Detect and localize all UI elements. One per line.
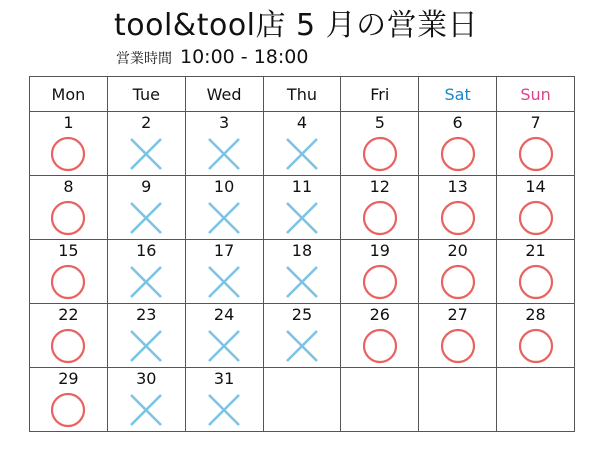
day-cell	[30, 368, 108, 432]
day-number: 4	[296, 113, 308, 132]
day-number: 1	[63, 113, 74, 132]
day-cell	[185, 176, 263, 240]
calendar-week-row	[30, 304, 575, 368]
day-cell	[497, 176, 575, 240]
cross-icon	[128, 392, 164, 428]
day-cell	[263, 112, 341, 176]
weekday-header-mon: Mon	[30, 77, 108, 112]
day-number: 15	[58, 241, 79, 260]
day-number: 26	[369, 305, 390, 324]
day-number: 25	[291, 305, 313, 324]
cross-icon	[128, 200, 164, 236]
day-number: 11	[291, 177, 313, 196]
empty-day-cell	[263, 368, 341, 432]
calendar-week-row	[30, 368, 575, 432]
weekday-header-sat: Sat	[419, 77, 497, 112]
circle-icon	[50, 200, 86, 236]
circle-icon	[362, 136, 398, 172]
day-cell	[107, 368, 185, 432]
circle-icon	[440, 328, 476, 364]
circle-icon	[362, 328, 398, 364]
day-cell	[30, 176, 108, 240]
circle-icon	[440, 264, 476, 300]
cross-icon	[128, 136, 164, 172]
day-number: 16	[136, 241, 157, 260]
day-cell	[107, 240, 185, 304]
cross-icon	[206, 328, 242, 364]
day-cell	[341, 240, 419, 304]
day-number: 30	[136, 369, 157, 388]
cross-icon	[128, 264, 164, 300]
business-hours	[116, 46, 308, 72]
calendar-week-row	[30, 176, 575, 240]
weekday-header-sun: Sun	[497, 77, 575, 112]
cross-icon	[284, 200, 320, 236]
day-number: 13	[447, 177, 468, 196]
day-number: 7	[530, 113, 541, 132]
business-hours-label: 営業時間	[116, 51, 172, 67]
day-number: 6	[452, 113, 463, 132]
day-cell	[107, 112, 185, 176]
calendar-week-row	[30, 240, 575, 304]
weekday-header-fri: Fri	[341, 77, 419, 112]
day-cell	[341, 112, 419, 176]
empty-day-cell	[341, 368, 419, 432]
cross-icon	[206, 264, 242, 300]
circle-icon	[518, 328, 554, 364]
circle-icon	[362, 264, 398, 300]
cross-icon	[206, 200, 242, 236]
day-number: 27	[447, 305, 468, 324]
day-cell	[185, 368, 263, 432]
day-cell	[185, 240, 263, 304]
circle-icon	[362, 200, 398, 236]
day-number: 21	[525, 241, 546, 260]
day-cell	[107, 176, 185, 240]
day-number: 22	[58, 305, 79, 324]
day-cell	[497, 304, 575, 368]
day-cell	[30, 304, 108, 368]
cross-icon	[206, 392, 242, 428]
circle-icon	[518, 264, 554, 300]
circle-icon	[50, 392, 86, 428]
circle-icon	[440, 200, 476, 236]
circle-icon	[50, 328, 86, 364]
day-number: 28	[525, 305, 546, 324]
business-hours-value: 10:00 - 18:00	[180, 46, 309, 68]
day-cell	[30, 112, 108, 176]
calendar-grid	[29, 76, 575, 432]
empty-day-cell	[419, 368, 497, 432]
calendar-body	[30, 112, 575, 432]
day-number: 17	[213, 241, 235, 260]
day-number: 9	[141, 177, 152, 196]
day-number: 19	[369, 241, 390, 260]
circle-icon	[50, 264, 86, 300]
day-cell	[107, 304, 185, 368]
cross-icon	[284, 264, 320, 300]
day-number: 8	[63, 177, 74, 196]
day-number: 10	[213, 177, 235, 196]
weekday-header-tue: Tue	[107, 77, 185, 112]
circle-icon	[518, 136, 554, 172]
day-cell	[263, 176, 341, 240]
empty-day-cell	[497, 368, 575, 432]
day-cell	[497, 112, 575, 176]
day-cell	[263, 304, 341, 368]
day-number: 31	[213, 369, 235, 388]
day-cell	[419, 304, 497, 368]
weekday-header-wed: Wed	[185, 77, 263, 112]
cross-icon	[128, 328, 164, 364]
day-number: 5	[374, 113, 385, 132]
day-cell	[341, 176, 419, 240]
day-cell	[30, 240, 108, 304]
day-number: 24	[213, 305, 235, 324]
day-number: 12	[369, 177, 390, 196]
cross-icon	[284, 328, 320, 364]
circle-icon	[518, 200, 554, 236]
day-number: 23	[136, 305, 157, 324]
day-cell	[419, 176, 497, 240]
day-cell	[185, 304, 263, 368]
day-number: 2	[141, 113, 152, 132]
cross-icon	[206, 136, 242, 172]
day-number: 29	[58, 369, 79, 388]
day-cell	[497, 240, 575, 304]
page-title: tool&tool店 5 月の営業日	[114, 8, 479, 43]
circle-icon	[50, 136, 86, 172]
day-number: 18	[291, 241, 313, 260]
day-cell	[185, 112, 263, 176]
day-number: 14	[525, 177, 546, 196]
cross-icon	[284, 136, 320, 172]
circle-icon	[440, 136, 476, 172]
day-number: 3	[219, 113, 230, 132]
day-cell	[419, 112, 497, 176]
day-cell	[263, 240, 341, 304]
day-cell	[341, 304, 419, 368]
day-cell	[419, 240, 497, 304]
day-number: 20	[447, 241, 468, 260]
weekday-header-row	[30, 77, 575, 112]
weekday-header-thu: Thu	[263, 77, 341, 112]
calendar-week-row	[30, 112, 575, 176]
